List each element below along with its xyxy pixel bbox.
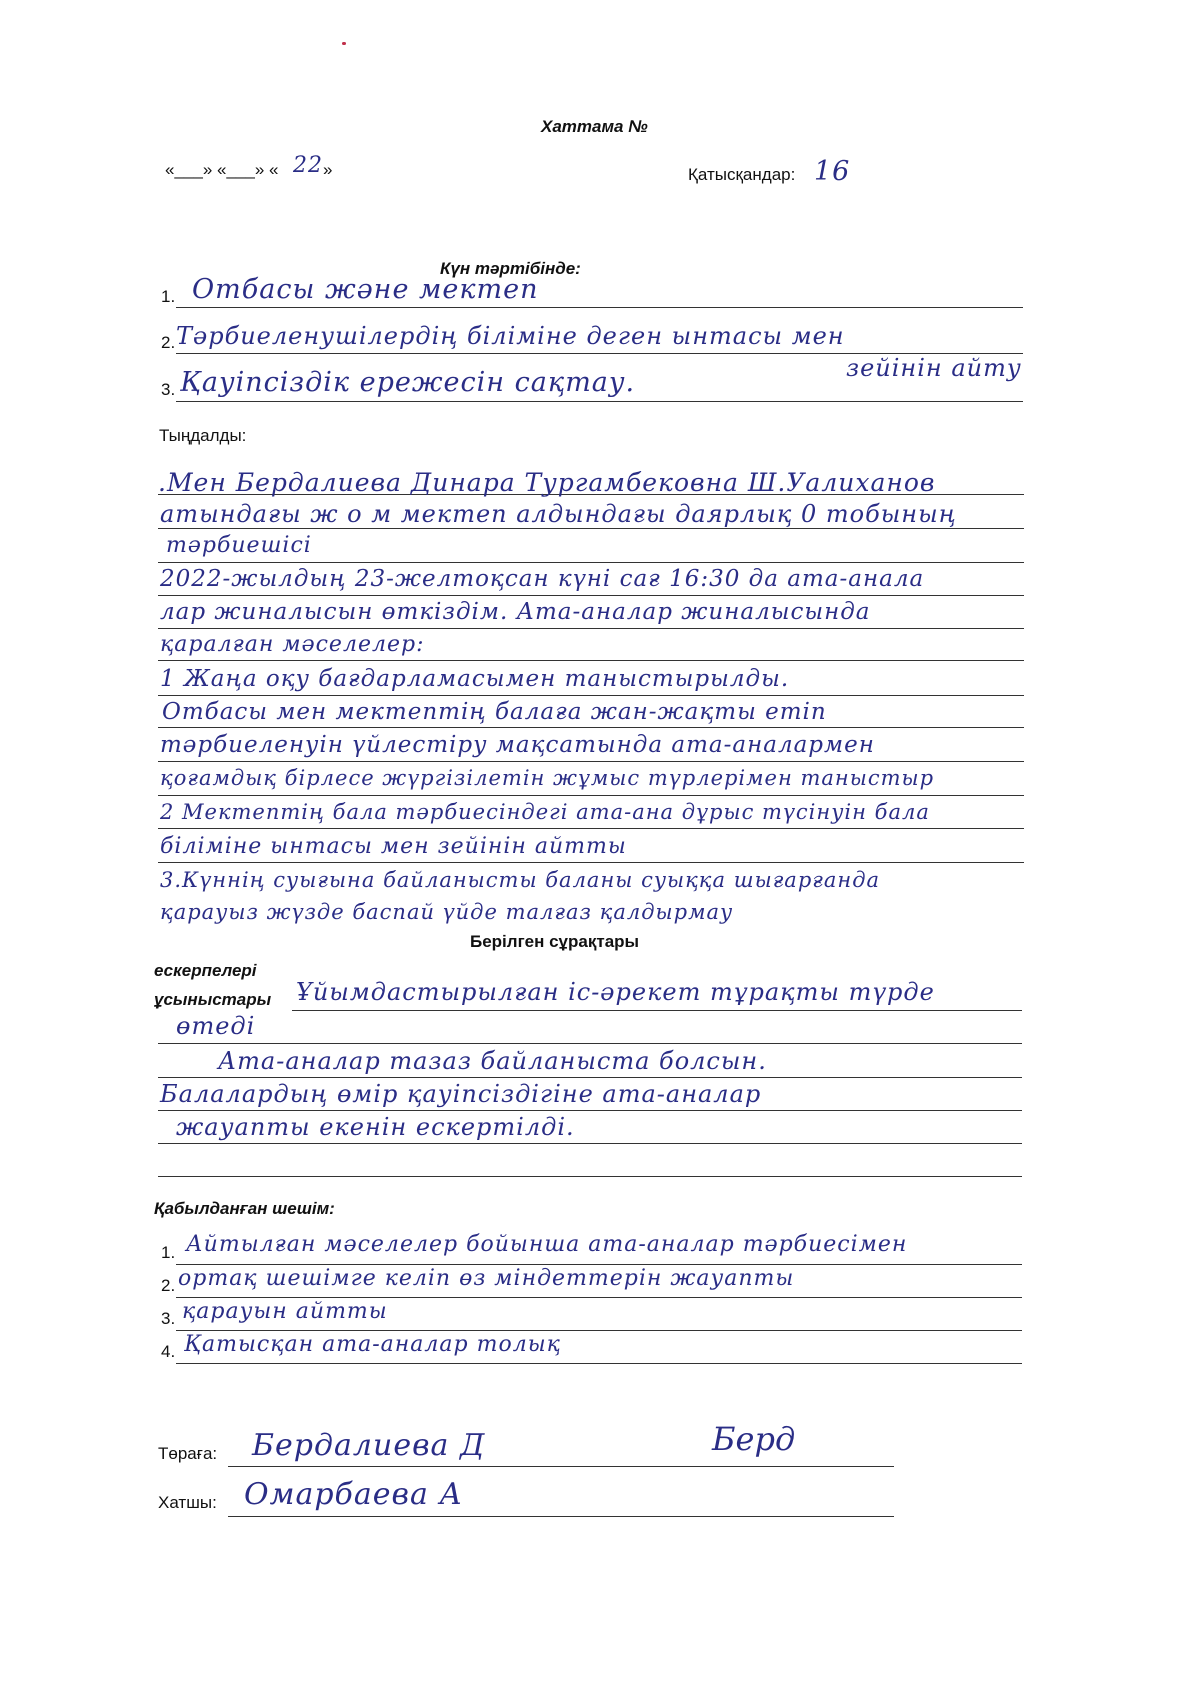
agenda-num-1: 1.	[161, 287, 176, 306]
date-field	[165, 160, 278, 180]
listened-line	[158, 660, 1024, 661]
remarks-label: ескерпелері	[154, 961, 257, 980]
listened-line	[158, 595, 1024, 596]
secretary-name: Омарбаева А	[244, 1477, 464, 1512]
listened-line	[158, 528, 1024, 529]
document-title: Хаттама №	[541, 117, 648, 136]
decision-item-2: ортақ шешімге келіп өз міндеттерін жауапты	[178, 1266, 795, 1291]
decision-heading: Қабылданған шешім:	[154, 1199, 335, 1218]
listened-text-line: 2 Мектептің бала тәрбиесіндегі ата-ана дұрыс түсінуін бала	[160, 800, 930, 824]
listened-text-line: Отбасы мен мектептің балаға жан-жақты етіп	[162, 699, 827, 725]
proposals-line	[158, 1143, 1022, 1144]
listened-line	[158, 795, 1024, 796]
agenda-line-3	[176, 401, 1023, 402]
listened-line	[158, 695, 1024, 696]
decision-num-3: 3.	[161, 1309, 176, 1328]
listened-text-line: тәрбиеленуін үйлестіру мақсатында ата-аналармен	[160, 732, 875, 758]
agenda-line-1	[176, 307, 1023, 308]
listened-line	[158, 628, 1024, 629]
listened-line	[158, 862, 1024, 863]
proposals-text-line: Ата-аналар тазаз байланыста болсын.	[218, 1047, 767, 1075]
chair-name: Бердалиева Д	[252, 1428, 486, 1463]
listened-line	[158, 761, 1024, 762]
decision-num-4: 4.	[161, 1342, 176, 1361]
chair-label: Төраға:	[158, 1444, 218, 1463]
agenda-heading: Күн тәртібінде:	[440, 259, 581, 278]
agenda-item-2: Тәрбиеленушілердің біліміне деген ынтасы мен	[176, 322, 845, 350]
decision-item-1: Айтылған мәселелер бойынша ата-аналар тәрбиесімен	[186, 1232, 908, 1257]
listened-text-line: .Мен Бердалиева Динара Тургамбековна Ш.Уалиханов	[158, 468, 936, 497]
date-year: 22	[293, 153, 323, 178]
proposals-label: ұсыныстары	[154, 990, 272, 1009]
date-template: «___» «___» «	[165, 160, 279, 179]
agenda-item-2-extra: зейінін айту	[846, 354, 1022, 382]
listened-text-line: қарауыз жүзде баспай үйде талғаз қалдырмау	[160, 900, 734, 924]
participants-count: 16	[814, 156, 851, 187]
proposals-text-line: өтеді	[176, 1012, 256, 1040]
proposals-text-line: жауапты екенін ескертілді.	[176, 1113, 575, 1141]
listened-line	[158, 727, 1024, 728]
secretary-label: Хатшы:	[158, 1493, 217, 1512]
decision-num-2: 2.	[161, 1276, 176, 1295]
decision-line-3	[176, 1330, 1022, 1331]
chair-signature: Берд	[712, 1420, 796, 1458]
decision-line-2	[176, 1297, 1022, 1298]
listened-label: Тыңдалды:	[159, 426, 247, 445]
listened-text-line: 3.Күннің суығына байланысты баланы суыққа шығарғанда	[160, 868, 881, 892]
listened-text-line: лар жиналысын өткіздім. Ата-аналар жиналысында	[160, 599, 871, 625]
agenda-item-3: Қауіпсіздік ережесін сақтау.	[180, 367, 636, 398]
date-close: »	[323, 160, 333, 179]
agenda-num-3: 3.	[161, 380, 176, 399]
proposals-line	[292, 1010, 1022, 1011]
decision-line-4	[176, 1363, 1022, 1364]
listened-text-line: 1 Жаңа оқу бағдарламасымен таныстырылды.	[160, 666, 790, 692]
listened-text-line: тәрбиешісі	[166, 533, 312, 558]
proposals-line	[158, 1176, 1022, 1177]
decision-item-4: Қатысқан ата-аналар толық	[184, 1332, 561, 1357]
proposals-line	[158, 1110, 1022, 1111]
ink-speck	[342, 42, 346, 45]
proposals-line	[158, 1043, 1022, 1044]
listened-text-line: біліміне ынтасы мен зейінін айтты	[160, 834, 627, 859]
listened-text-line: қоғамдық бірлесе жүргізілетін жұмыс түрлерімен таныстыр	[160, 766, 935, 790]
agenda-num-2: 2.	[161, 333, 176, 352]
listened-text-line: 2022-жылдың 23-желтоқсан күні сағ 16:30 да ата-анала	[160, 566, 925, 592]
listened-line	[158, 828, 1024, 829]
secretary-line	[228, 1516, 894, 1517]
decision-line-1	[176, 1264, 1022, 1265]
agenda-item-1: Отбасы және мектеп	[192, 274, 539, 305]
listened-text-line: қаралған мәселелер:	[160, 632, 425, 657]
listened-text-line: атындағы ж о м мектеп алдындағы даярлық 0 тобының	[160, 500, 957, 528]
participants-label: Қатысқандар:	[688, 165, 796, 184]
proposals-text-line: Балалардың өмір қауіпсіздігіне ата-аналар	[160, 1080, 762, 1108]
listened-line	[158, 562, 1024, 563]
proposals-text-line: Ұйымдастырылған іс-әрекет тұрақты түрде	[296, 978, 935, 1006]
chair-line	[228, 1466, 894, 1467]
proposals-line	[158, 1077, 1022, 1078]
decision-num-1: 1.	[161, 1243, 176, 1262]
decision-item-3: қарауын айтты	[182, 1299, 388, 1324]
questions-heading: Берілген сұрақтары	[470, 932, 640, 951]
